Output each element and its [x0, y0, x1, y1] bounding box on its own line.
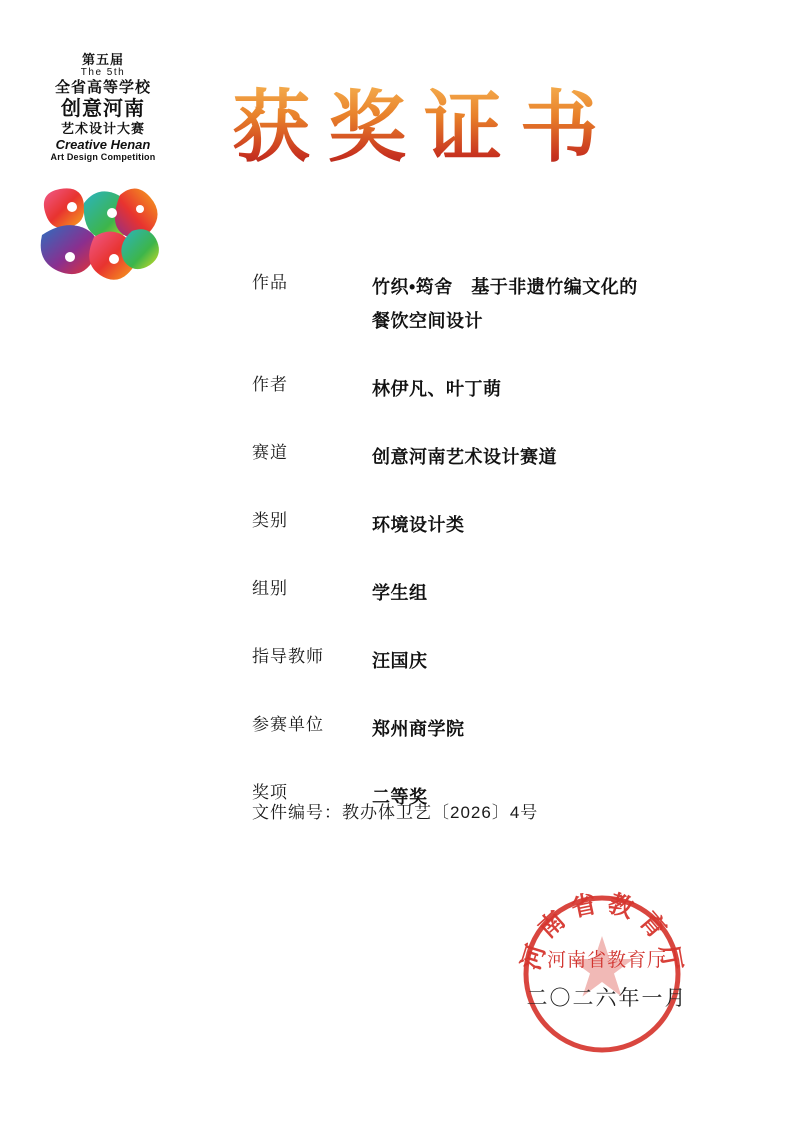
seal-date-text: 二〇二六年一月 — [526, 987, 688, 1010]
field-value-track: 创意河南艺术设计赛道 — [372, 447, 557, 467]
field-row — [0, 508, 799, 542]
field-label-institution: 参赛单位 — [252, 715, 324, 734]
field-label-award: 奖项 — [252, 783, 288, 802]
field-row — [0, 712, 799, 746]
logo-scope-cn: 全省高等学校 — [54, 79, 151, 96]
field-label-track: 赛道 — [252, 443, 288, 462]
certificate-fields — [0, 270, 799, 848]
field-value-category: 环境设计类 — [372, 515, 465, 535]
competition-logo-block — [28, 52, 178, 283]
field-value-author: 林伊凡、叶丁萌 — [372, 379, 502, 399]
field-value-institution: 郑州商学院 — [372, 719, 465, 739]
field-row — [0, 270, 799, 338]
logo-subject-en: Art Design Competition — [50, 152, 156, 162]
field-row — [0, 644, 799, 678]
field-row — [0, 440, 799, 474]
field-value-work-line1: 竹织•筠舍 基于非遗竹编文化的 — [372, 277, 638, 297]
seal-issuer-text: 河南省教育厅 — [546, 950, 667, 971]
field-value-award: 二等奖 — [372, 787, 428, 807]
logo-edition-en: The 5th — [80, 67, 126, 78]
field-label-group: 组别 — [252, 579, 288, 598]
document-number: 文件编号：教办体卫艺〔2026〕4号 — [252, 803, 539, 822]
field-label-work: 作品 — [252, 273, 288, 292]
field-value-group: 学生组 — [372, 583, 428, 603]
field-label-advisor: 指导教师 — [252, 647, 324, 666]
field-value-work — [372, 270, 638, 338]
field-value-work-line2: 餐饮空间设计 — [372, 311, 483, 331]
logo-subject-cn: 艺术设计大赛 — [60, 121, 145, 136]
field-label-author: 作者 — [252, 375, 288, 394]
official-seal-icon — [512, 884, 692, 1064]
field-row — [0, 576, 799, 610]
page-title: 获奖证书 — [232, 80, 616, 176]
logo-brand-en: Creative Henan — [55, 137, 151, 152]
svg-text:河南省教育厅: 河南省教育厅 — [515, 887, 689, 981]
creative-henan-mark-icon — [28, 173, 178, 283]
field-label-category: 类别 — [252, 511, 288, 530]
logo-brand-cn: 创意河南 — [61, 98, 145, 120]
logo-edition-cn: 第五届 — [81, 52, 124, 67]
field-value-advisor: 汪国庆 — [372, 651, 428, 671]
field-row — [0, 372, 799, 406]
